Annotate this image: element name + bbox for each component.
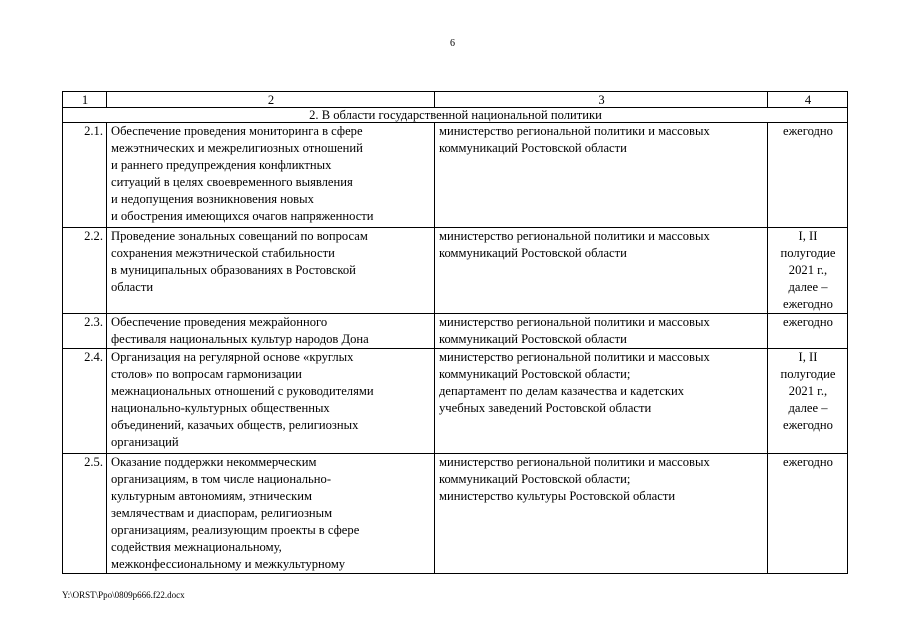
measure-name-line: межконфессиональному и межкультурному <box>111 557 346 571</box>
row-number: 2.1. <box>63 123 107 228</box>
executors <box>435 314 768 349</box>
measure-name-line: межэтнических и межрелигиозных отношений <box>111 141 363 155</box>
measure-name-line: Оказание поддержки некоммерческим <box>111 455 317 469</box>
row-number: 2.5. <box>63 454 107 574</box>
executors-line: учебных заведений Ростовской области <box>439 401 652 415</box>
file-path-footer: Y:\ORST\Ppo\0809p666.f22.docx <box>62 590 185 600</box>
column-number-4: 4 <box>768 92 848 108</box>
measure-name-line: организациям, реализующим проекты в сфере <box>111 523 360 537</box>
section-row <box>63 108 848 123</box>
measure-name-line: Организация на регулярной основе «круглых <box>111 350 354 364</box>
row-number: 2.2. <box>63 228 107 314</box>
deadline-line: ежегодно <box>783 315 833 329</box>
measure-name-line: ситуаций в целях своевременного выявления <box>111 175 353 189</box>
executors-line: министерство региональной политики и массовых <box>439 455 710 469</box>
measure-name <box>107 228 435 314</box>
measure-name-line: и обострения имеющихся очагов напряженности <box>111 209 374 223</box>
measure-name <box>107 349 435 454</box>
measure-name <box>107 454 435 574</box>
measure-name-line: в муниципальных образованиях в Ростовской <box>111 263 356 277</box>
executors-line: министерство культуры Ростовской области <box>439 489 676 503</box>
executors-line: министерство региональной политики и массовых <box>439 350 710 364</box>
deadline-line: I, II <box>798 229 818 243</box>
deadline <box>768 123 848 228</box>
measure-name-line: сохранения межэтнической стабильности <box>111 246 335 260</box>
deadline-line: ежегодно <box>783 418 833 432</box>
row-number: 2.3. <box>63 314 107 349</box>
executors-line: министерство региональной политики и массовых <box>439 315 710 329</box>
deadline-line: ежегодно <box>783 124 833 138</box>
deadline <box>768 228 848 314</box>
executors-line: коммуникаций Ростовской области <box>439 332 627 346</box>
executors-line: коммуникаций Ростовской области; <box>439 472 631 486</box>
table-row <box>63 349 848 454</box>
table-row <box>63 454 848 574</box>
measure-name-line: межнациональных отношений с руководителями <box>111 384 374 398</box>
measure-name-line: и раннего предупреждения конфликтных <box>111 158 332 172</box>
executors-line: коммуникаций Ростовской области <box>439 246 627 260</box>
measure-name-line: столов» по вопросам гармонизации <box>111 367 302 381</box>
table-row <box>63 314 848 349</box>
deadline-line: 2021 г., <box>788 384 828 398</box>
executors <box>435 454 768 574</box>
deadline-line: ежегодно <box>783 297 833 311</box>
deadline <box>768 349 848 454</box>
measure-name-line: национально-культурных общественных <box>111 401 330 415</box>
deadline-line: далее – <box>788 401 828 415</box>
executors <box>435 123 768 228</box>
measure-name-line: землячествам и диаспорам, религиозным <box>111 506 333 520</box>
measure-name <box>107 123 435 228</box>
row-number: 2.4. <box>63 349 107 454</box>
measure-name-line: содействия межнациональному, <box>111 540 282 554</box>
executors-line: министерство региональной политики и массовых <box>439 124 710 138</box>
measure-name-line: области <box>111 280 154 294</box>
measure-name-line: культурным автономиям, этническим <box>111 489 312 503</box>
deadline <box>768 454 848 574</box>
deadline-line: ежегодно <box>783 455 833 469</box>
column-number-2: 2 <box>107 92 435 108</box>
measure-name-line: объединений, казачьих обществ, религиозных <box>111 418 359 432</box>
executors <box>435 349 768 454</box>
deadline-line: 2021 г., <box>788 263 828 277</box>
section-title: 2. В области государственной национальной политики <box>63 108 848 123</box>
deadline-line: полугодие <box>780 246 836 260</box>
column-number-1: 1 <box>63 92 107 108</box>
column-number-row <box>63 92 848 108</box>
measure-name-line: организациям, в том числе национально- <box>111 472 332 486</box>
table-row <box>63 228 848 314</box>
page-number: 6 <box>450 38 455 49</box>
deadline-line: далее – <box>788 280 828 294</box>
measure-name-line: организаций <box>111 435 179 449</box>
measure-name-line: Проведение зональных совещаний по вопросам <box>111 229 368 243</box>
table-row <box>63 123 848 228</box>
executors-line: департамент по делам казачества и кадетских <box>439 384 685 398</box>
executors-line: коммуникаций Ростовской области <box>439 141 627 155</box>
column-number-3: 3 <box>435 92 768 108</box>
deadline <box>768 314 848 349</box>
measure-name <box>107 314 435 349</box>
deadline-line: I, II <box>798 350 818 364</box>
measure-name-line: и недопущения возникновения новых <box>111 192 314 206</box>
executors-line: коммуникаций Ростовской области; <box>439 367 631 381</box>
deadline-line: полугодие <box>780 367 836 381</box>
executors <box>435 228 768 314</box>
measure-name-line: Обеспечение проведения межрайонного <box>111 315 328 329</box>
measure-name-line: фестиваля национальных культур народов Дона <box>111 332 369 346</box>
measure-name-line: Обеспечение проведения мониторинга в сфере <box>111 124 363 138</box>
measures-table <box>62 91 848 574</box>
executors-line: министерство региональной политики и массовых <box>439 229 710 243</box>
